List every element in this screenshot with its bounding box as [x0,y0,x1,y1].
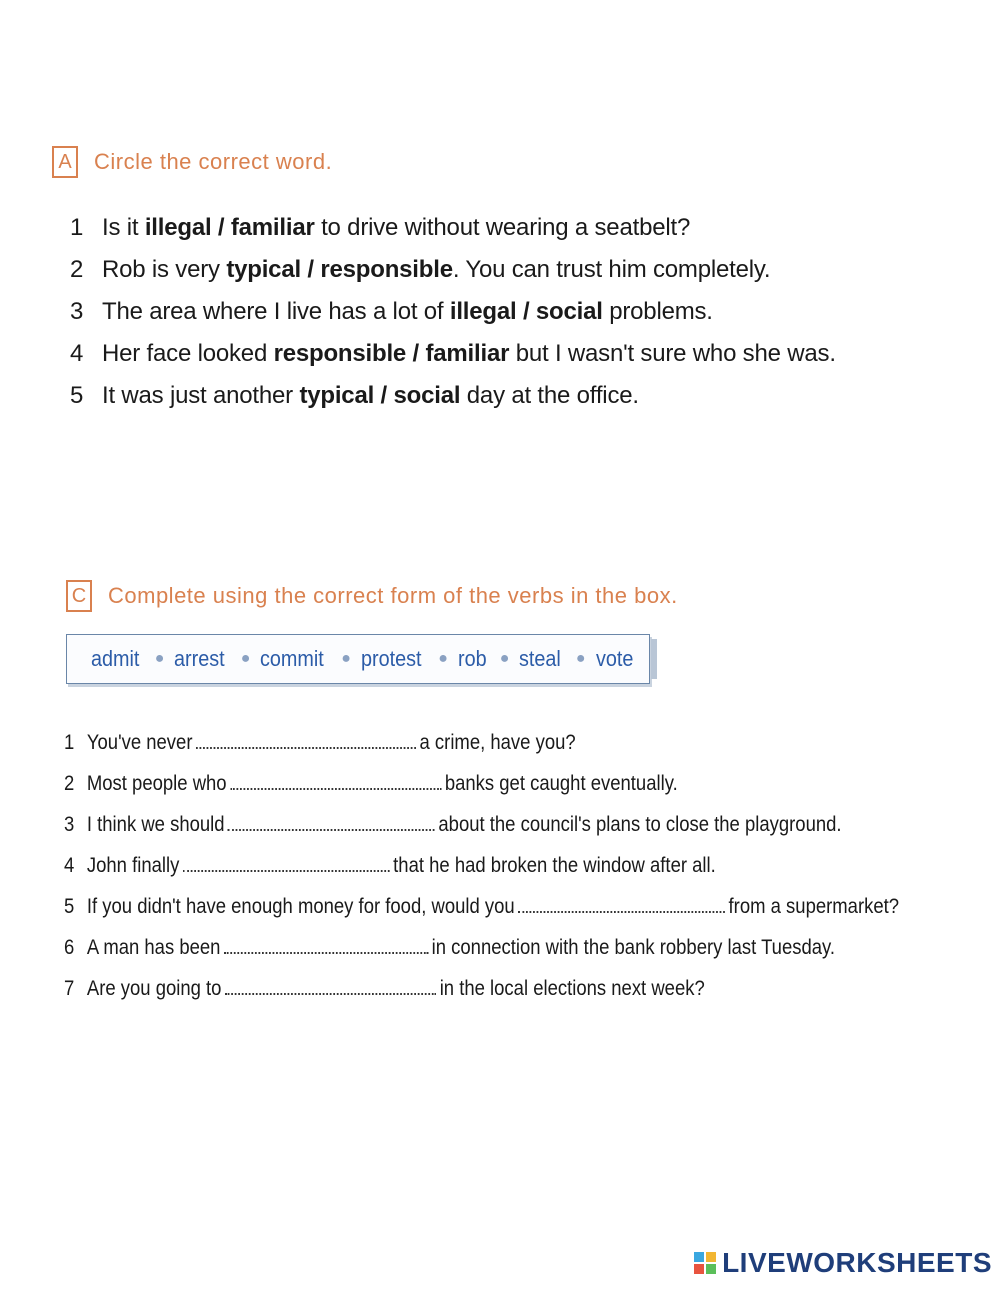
section-c-item-5: 5 If you didn't have enough money for food, would you from a supermarket? [64,895,900,918]
box-edge [651,639,657,679]
section-a-title: Circle the correct word. [94,149,333,174]
section-c-letter: C [66,580,92,612]
verb-word: vote [595,646,633,671]
verb-word: admit [91,646,140,671]
section-a-letter: A [52,146,78,178]
section-c-item-2: 2 Most people who banks get caught eventually. [64,772,678,795]
footer-brand [694,1247,992,1279]
bullet-icon: ● [575,650,586,667]
answer-blank[interactable] [225,979,436,995]
brand-name: LIVEWORKSHEETS [722,1247,992,1278]
verb-word: steal [519,646,562,671]
section-c-title: Complete using the correct form of the verbs in the box. [108,583,678,608]
word-choice[interactable]: typical / responsible [226,256,453,283]
word-choice[interactable]: typical / social [299,382,461,409]
verb-word: arrest [174,646,226,671]
bullet-icon: ● [154,650,165,667]
section-a-header [52,146,332,178]
bullet-icon: ● [438,650,448,667]
section-a-item-2: 2 Rob is very typical / responsible. You can trust him completely. [70,256,771,283]
answer-blank[interactable] [196,733,416,749]
answer-blank[interactable] [224,938,428,954]
section-c-item-7: 7 Are you going to in the local elections next week? [64,977,705,1000]
section-c-header [66,580,678,612]
verb-box [66,634,650,684]
verb-word: rob [457,646,487,671]
bullet-icon: ● [240,650,251,667]
word-choice[interactable]: illegal / familiar [144,214,315,241]
liveworksheets-logo-icon [694,1252,716,1274]
section-c-item-4: 4 John finally that he had broken the window after all. [64,854,716,877]
word-choice[interactable]: responsible / familiar [273,340,510,367]
verb-word: protest [360,646,422,671]
section-a-item-1: 1 Is it illegal / familiar to drive without wearing a seatbelt? [70,214,691,241]
section-c-item-1: 1 You've never a crime, have you? [64,731,576,754]
verb-word: commit [260,646,325,671]
section-c-item-3: 3 I think we should about the council's plans to close the playground. [64,813,842,836]
word-choice[interactable]: illegal / social [449,298,603,325]
bullet-icon: ● [499,650,510,667]
answer-blank[interactable] [518,897,725,913]
bullet-icon: ● [341,650,351,667]
section-a-item-4: 4 Her face looked responsible / familiar but I wasn't sure who she was. [70,340,836,367]
answer-blank[interactable] [228,815,435,831]
section-a-item-3: 3 The area where I live has a lot of illegal / social problems. [70,298,713,325]
answer-blank[interactable] [183,856,390,872]
answer-blank[interactable] [230,774,441,790]
section-c-item-6: 6 A man has been in connection with the bank robbery last Tuesday. [64,936,836,959]
section-a-item-5: 5 It was just another typical / social day at the office. [70,382,639,409]
